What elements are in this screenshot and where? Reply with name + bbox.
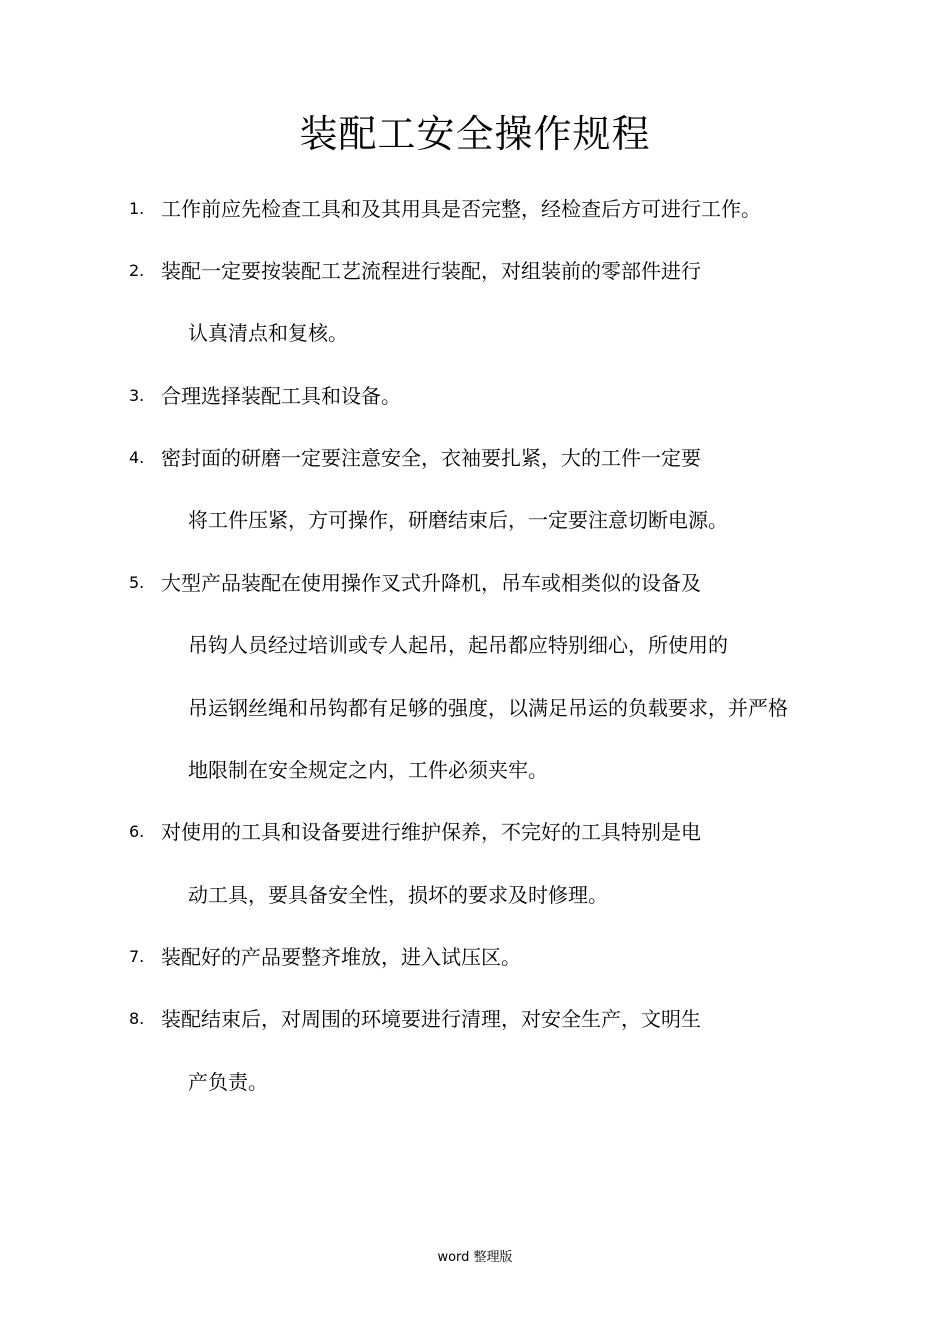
item-5-line-2: 吊钩人员经过培训或专人起吊，起吊都应特别细心，所使用的 — [188, 633, 728, 657]
item-number-1: 1. — [129, 199, 145, 218]
item-5-line-1: 大型产品装配在使用操作叉式升降机，吊车或相类似的设备及 — [161, 571, 701, 595]
item-number-7: 7. — [129, 947, 145, 966]
item-number-8: 8. — [129, 1009, 145, 1028]
item-7-line-1: 装配好的产品要整齐堆放，进入试压区。 — [161, 945, 521, 969]
page-footer: word 整理版 — [437, 1250, 513, 1265]
item-8-line-2: 产负责。 — [188, 1070, 268, 1094]
item-2-line-2: 认真清点和复核。 — [188, 321, 348, 345]
item-number-6: 6. — [129, 822, 145, 841]
item-number-2: 2. — [129, 261, 145, 280]
item-5-line-4: 地限制在安全规定之内，工件必须夹牢。 — [188, 758, 548, 782]
item-5-line-3: 吊运钢丝绳和吊钩都有足够的强度，以满足吊运的负载要求，并严格 — [188, 696, 788, 720]
item-3-line-1: 合理选择装配工具和设备。 — [161, 384, 401, 408]
page-title: 装配工安全操作规程 — [299, 112, 651, 156]
item-6-line-2: 动工具，要具备安全性，损坏的要求及时修理。 — [188, 883, 608, 907]
item-number-5: 5. — [129, 573, 145, 592]
item-number-3: 3. — [129, 386, 145, 405]
item-number-4: 4. — [129, 448, 145, 467]
item-1-line-1: 工作前应先检查工具和及其用具是否完整，经检查后方可进行工作。 — [161, 197, 761, 221]
item-8-line-1: 装配结束后，对周围的环境要进行清理，对安全生产，文明生 — [161, 1007, 701, 1031]
item-4-line-1: 密封面的研磨一定要注意安全，衣袖要扎紧，大的工件一定要 — [161, 446, 701, 470]
item-2-line-1: 装配一定要按装配工艺流程进行装配，对组装前的零部件进行 — [161, 259, 701, 283]
item-6-line-1: 对使用的工具和设备要进行维护保养，不完好的工具特别是电 — [161, 820, 701, 844]
item-4-line-2: 将工件压紧，方可操作，研磨结束后，一定要注意切断电源。 — [188, 508, 728, 532]
